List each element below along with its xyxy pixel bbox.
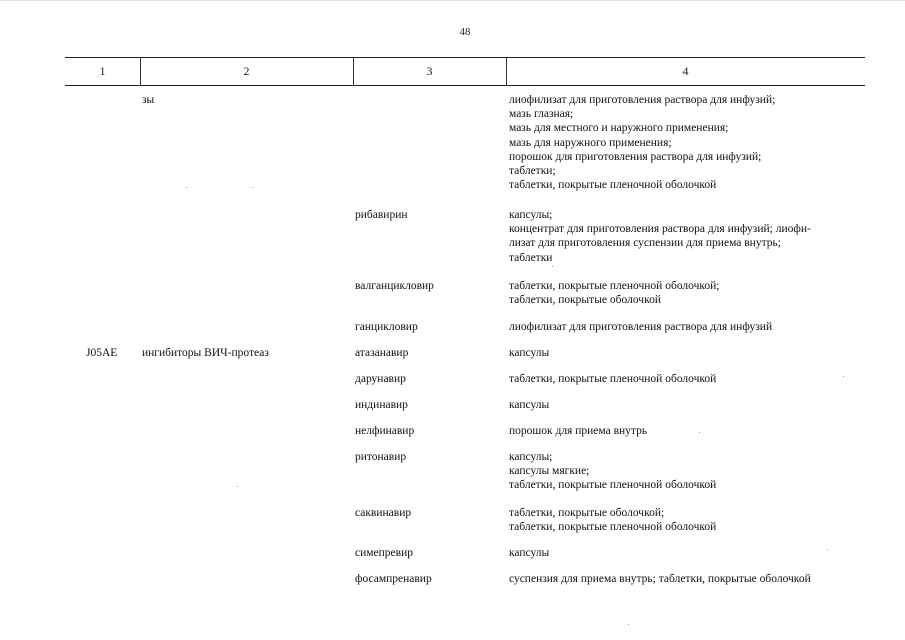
- group-name: ингибиторы ВИЧ-протеаз: [142, 347, 269, 359]
- drug-name: валганцикловир: [355, 280, 434, 292]
- scan-edge: [0, 0, 905, 1]
- column-header-1: 1: [99, 64, 106, 78]
- dosage-forms: капсулы: [509, 347, 550, 359]
- column-header-2: 2: [243, 64, 250, 78]
- drug-name: ганцикловир: [355, 321, 418, 333]
- dosage-forms: таблетки, покрытые пленочной оболочкой: [509, 373, 717, 385]
- column-header-4: 4: [682, 64, 689, 78]
- page-number: 48: [459, 26, 471, 38]
- drug-name: рибавирин: [355, 209, 408, 221]
- dosage-forms: суспензия для приема внутрь; таблетки, покрытые оболочкой: [509, 573, 811, 585]
- scan-speck: [252, 187, 253, 188]
- dosage-forms: капсулы: [509, 547, 550, 559]
- scan-speck: [552, 266, 553, 267]
- scan-speck: [628, 624, 629, 625]
- dosage-forms: таблетки, покрытые оболочкой; таблетки, покрытые пленочной оболочкой: [509, 507, 717, 534]
- scan-speck: [843, 376, 844, 377]
- column-header-3: 3: [426, 64, 433, 78]
- drug-name: фосампренавир: [355, 573, 432, 585]
- drug-name: саквинавир: [355, 507, 412, 519]
- scan-speck: [237, 486, 238, 487]
- atc-code: J05AE: [86, 347, 118, 359]
- group-name-continuation: зы: [142, 94, 155, 106]
- scan-speck: [186, 187, 187, 188]
- drug-name: атазанавир: [355, 347, 409, 359]
- table-header-bottom-rule: [65, 85, 865, 86]
- scan-speck: [827, 549, 828, 550]
- dosage-forms: лиофилизат для приготовления раствора для инфузий: [509, 321, 773, 333]
- drug-name: дарунавир: [355, 373, 406, 385]
- dosage-forms: лиофилизат для приготовления раствора для инфузий; мазь глазная; мазь для местного и наружного применения; мазь для наружного применения; порошок для приготовления раствора для инфузий; таблетки; таблетки, покрытые пленочной оболочкой: [509, 94, 776, 192]
- drug-name: индинавир: [355, 399, 408, 411]
- dosage-forms: капсулы; капсулы мягкие; таблетки, покрытые пленочной оболочкой: [509, 451, 717, 492]
- scan-speck: [699, 432, 700, 433]
- dosage-forms: капсулы: [509, 399, 550, 411]
- dosage-forms: порошок для приема внутрь: [509, 425, 648, 437]
- drug-name: нелфинавир: [355, 425, 415, 437]
- dosage-forms: таблетки, покрытые пленочной оболочкой; таблетки, покрытые оболочкой: [509, 280, 720, 307]
- drug-name: ритонавир: [355, 451, 407, 463]
- dosage-forms: капсулы; концентрат для приготовления раствора для инфузий; лиофи- лизат для приготовления суспензии для приема внутрь; таблетки: [509, 209, 811, 264]
- drug-name: симепревир: [355, 547, 413, 559]
